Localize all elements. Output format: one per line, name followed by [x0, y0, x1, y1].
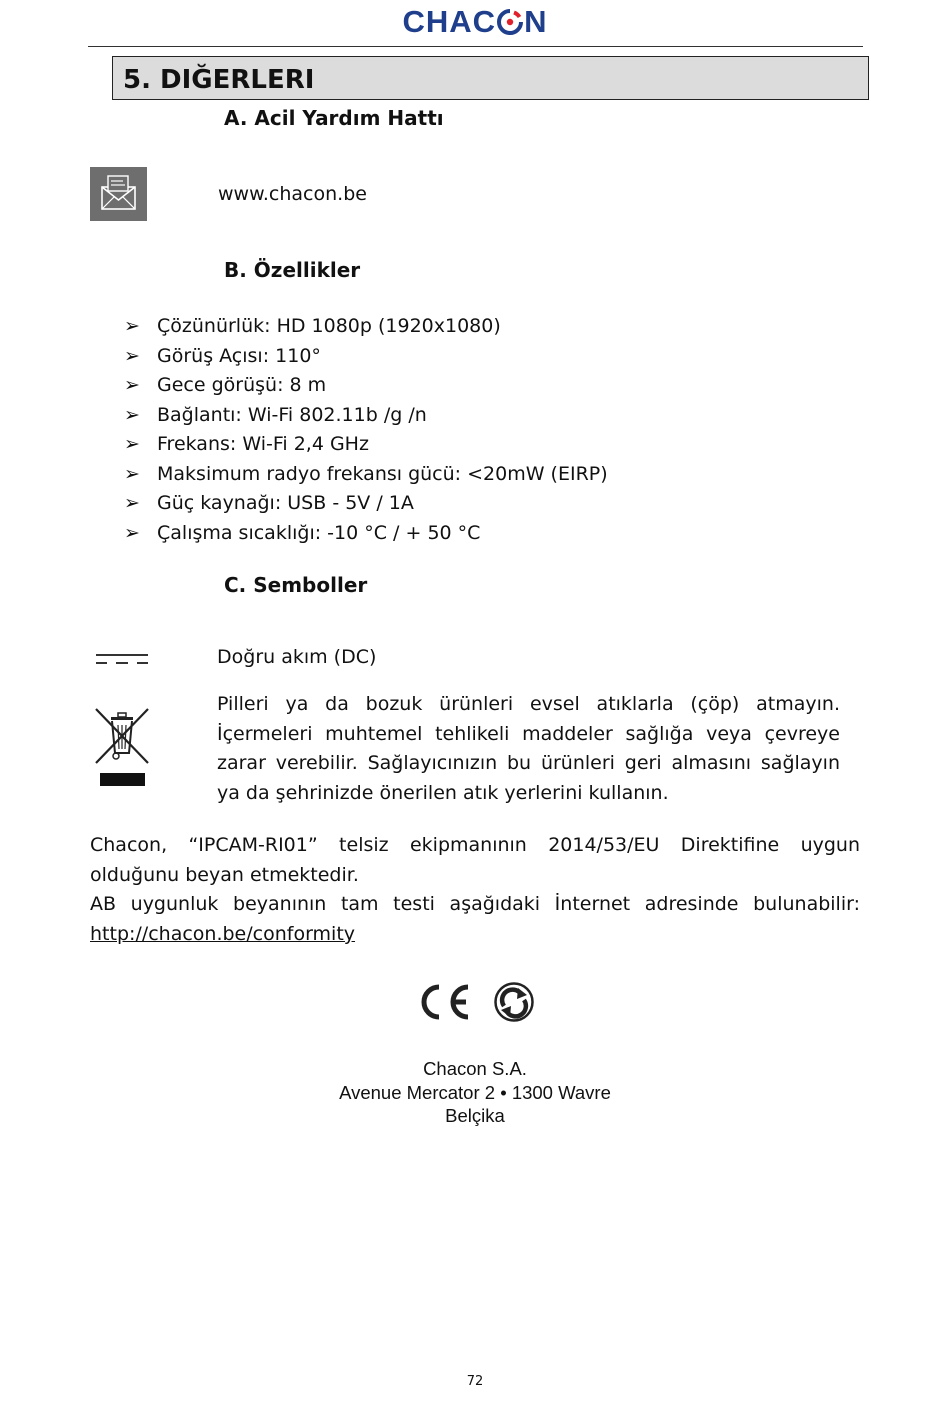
features-list	[124, 312, 608, 548]
section-title: 5. DIĞERLERI	[112, 56, 869, 100]
arrow-bullet-icon: ➢	[124, 403, 140, 426]
ce-mark-icon	[416, 983, 472, 1021]
symbols-heading: C. Semboller	[224, 573, 368, 597]
list-item: ➢ Frekans: Wi-Fi 2,4 GHz	[124, 430, 608, 460]
hotline-website[interactable]: www.chacon.be	[218, 183, 367, 205]
direct-current-icon	[95, 651, 149, 665]
company-name: Chacon S.A.	[423, 1058, 527, 1079]
green-dot-recycle-icon	[494, 982, 534, 1022]
arrow-bullet-icon: ➢	[124, 344, 140, 367]
envelope-icon	[90, 167, 147, 221]
hotline-heading: A. Acil Yardım Hattı	[224, 106, 444, 130]
dc-description: Doğru akım (DC)	[217, 646, 377, 668]
conformity-declaration: Chacon, “IPCAM-RI01” telsiz ekipmanının 2014/53/EU Direktifine uygun olduğunu beyan etmektedir.	[90, 834, 860, 886]
arrow-bullet-icon: ➢	[124, 433, 140, 455]
chacon-logo	[0, 4, 950, 40]
conformity-link[interactable]: http://chacon.be/conformity	[90, 923, 356, 945]
arrow-bullet-icon: ➢	[124, 462, 140, 485]
arrow-bullet-icon: ➢	[124, 492, 140, 514]
arrow-bullet-icon: ➢	[124, 315, 140, 337]
crossed-out-bin-icon	[94, 705, 150, 789]
conformity-info: AB uygunluk beyanının tam testi aşağıdaki İnternet adresinde bulunabilir:	[90, 893, 860, 915]
list-item: ➢ Çalışma sıcaklığı: -10 °C / + 50 °C	[124, 519, 608, 549]
list-item: ➢ Görüş Açısı: 110°	[124, 342, 608, 372]
arrow-bullet-icon: ➢	[124, 374, 140, 396]
list-item: ➢ Güç kaynağı: USB - 5V / 1A	[124, 489, 608, 519]
arrow-bullet-icon: ➢	[124, 521, 140, 544]
company-address	[0, 1057, 950, 1128]
company-country: Belçika	[445, 1105, 505, 1126]
company-street: Avenue Mercator 2 • 1300 Wavre	[339, 1081, 611, 1103]
weee-description: Pilleri ya da bozuk ürünleri evsel atıklarla (çöp) atmayın. İçermeleri muhtemel tehlikeli maddeler sağlığa veya çevreye zarar verebilir. Sağlayıcınızın bu ürünleri geri almasını sağlayın ya da şehrinizde önerilen atık yerlerini kullanın.	[217, 693, 840, 804]
header-rule	[88, 46, 863, 47]
list-item: ➢ Bağlantı: Wi-Fi 802.11b /g /n	[124, 401, 608, 431]
list-item: ➢ Maksimum radyo frekansı gücü: <20mW (EIRP)	[124, 460, 608, 490]
list-item: ➢ Gece görüşü: 8 m	[124, 371, 608, 401]
list-item: ➢ Çözünürlük: HD 1080p (1920x1080)	[124, 312, 608, 342]
logo-text-right: N	[524, 4, 548, 39]
logo-text-left: CHAC	[402, 4, 497, 39]
page-number: 72	[466, 1374, 484, 1389]
logo-o-icon	[497, 7, 523, 33]
features-heading: B. Özellikler	[224, 258, 361, 282]
